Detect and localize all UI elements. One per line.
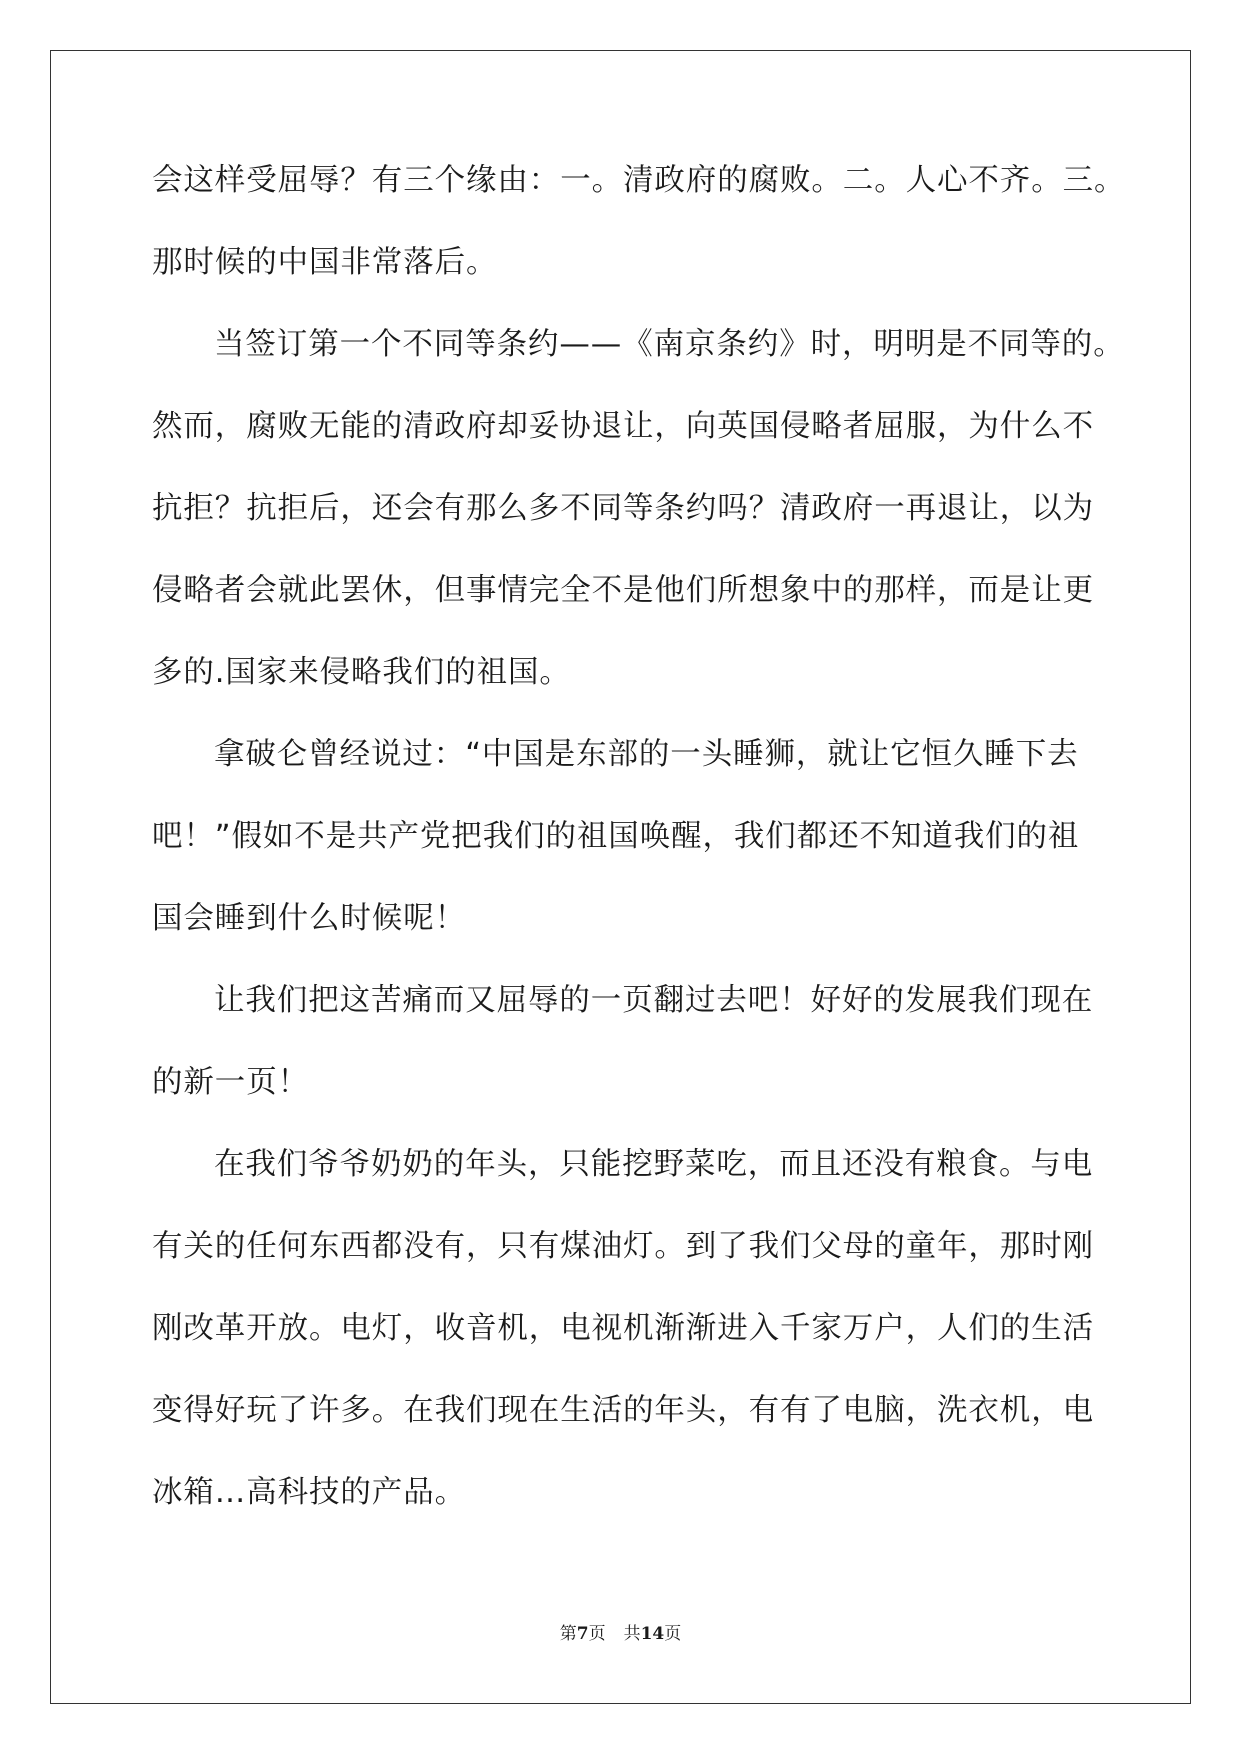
text-line: 抗拒？抗拒后，还会有那么多不同等条约吗？清政府一再退让，以为 — [152, 491, 1094, 526]
text-line: 有关的任何东西都没有，只有煤油灯。到了我们父母的童年，那时刚 — [152, 1229, 1094, 1264]
page-footer — [0, 1619, 1241, 1644]
total-page-number: 14 — [640, 1624, 665, 1644]
paragraph-first-line: 让我们把这苦痛而又屈辱的一页翻过去吧！好好的发展我们现在 — [214, 983, 1094, 1018]
footer-total-unit: 页 — [664, 1624, 682, 1644]
text-line: 国会睡到什么时候呢！ — [152, 901, 466, 936]
text-line: 刚改革开放。电灯，收音机，电视机渐渐进入千家万户，人们的生活 — [152, 1311, 1094, 1346]
text-line: 吧！”假如不是共产党把我们的祖国唤醒，我们都还不知道我们的祖 — [152, 819, 1080, 854]
text-line: 那时候的中国非常落后。 — [152, 245, 498, 280]
paragraph-first-line: 拿破仑曾经说过：“中国是东部的一头睡狮，就让它恒久睡下去 — [214, 737, 1079, 772]
text-line: 侵略者会就此罢休，但事情完全不是他们所想象中的那样，而是让更 — [152, 573, 1094, 608]
text-line: 变得好玩了许多。在我们现在生活的年头，有有了电脑，洗衣机，电 — [152, 1393, 1094, 1428]
footer-prefix: 第 — [559, 1624, 577, 1644]
footer-page-unit: 页 — [588, 1624, 606, 1644]
footer-total-prefix: 共 — [623, 1624, 641, 1644]
paragraph-first-line: 当签订第一个不同等条约——《南京条约》时，明明是不同等的。 — [214, 327, 1125, 362]
text-line: 冰箱…高科技的产品。 — [152, 1475, 466, 1510]
text-line: 的新一页！ — [152, 1065, 309, 1100]
paragraph-first-line: 在我们爷爷奶奶的年头，只能挖野菜吃，而且还没有粮食。与电 — [214, 1147, 1094, 1182]
current-page-number: 7 — [576, 1624, 589, 1644]
text-line: 然而，腐败无能的清政府却妥协退让，向英国侵略者屈服，为什么不 — [152, 409, 1094, 444]
text-line: 会这样受屈辱？有三个缘由：一。清政府的腐败。二。人心不齐。三。 — [152, 163, 1126, 198]
document-body — [152, 160, 1126, 1554]
text-line: 多的.国家来侵略我们的祖国。 — [152, 655, 571, 690]
